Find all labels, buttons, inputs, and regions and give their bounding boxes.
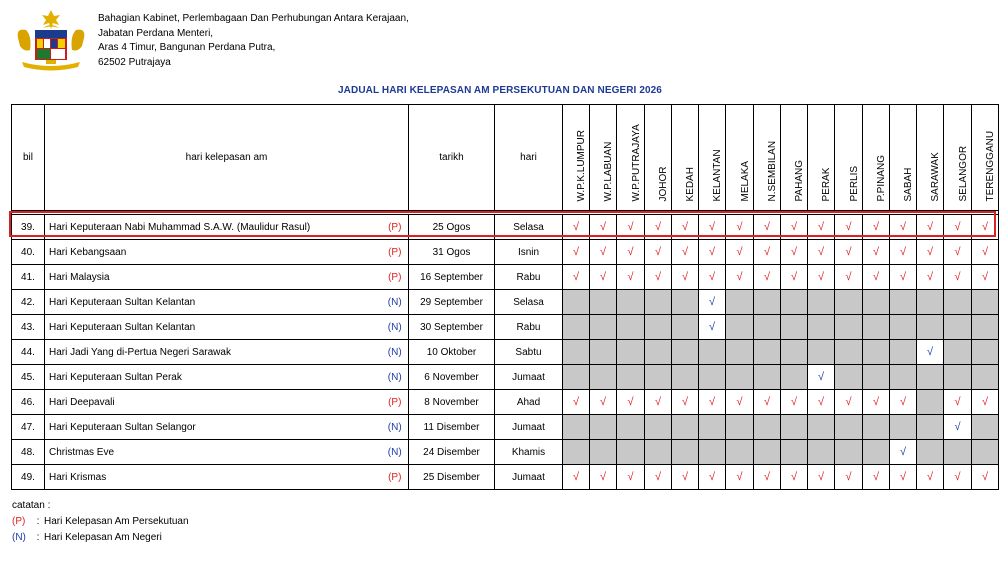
check-mark-cell: √	[808, 365, 835, 390]
not-applicable-cell	[972, 365, 999, 390]
letterhead-address	[98, 12, 409, 70]
check-mark-cell: √	[863, 465, 890, 490]
check-mark-cell: √	[917, 465, 944, 490]
check-mark-cell: √	[645, 390, 672, 415]
notes-heading: catatan :	[12, 500, 51, 511]
row-bil: 43.	[12, 315, 45, 340]
row-day: Jumaat	[495, 465, 563, 490]
header-state: W.P.K.LUMPUR	[563, 105, 590, 211]
not-applicable-cell	[917, 365, 944, 390]
not-applicable-cell	[699, 340, 726, 365]
header-state: PERAK	[808, 105, 835, 211]
not-applicable-cell	[617, 415, 645, 440]
check-mark-cell: √	[917, 265, 944, 290]
check-mark-cell: √	[726, 390, 754, 415]
not-applicable-cell	[590, 340, 617, 365]
row-day: Selasa	[495, 215, 563, 240]
row-day: Jumaat	[495, 415, 563, 440]
not-applicable-cell	[781, 415, 808, 440]
table-row	[12, 315, 999, 340]
check-mark-cell: √	[563, 465, 590, 490]
check-mark-cell: √	[563, 240, 590, 265]
check-mark-cell: √	[617, 240, 645, 265]
check-mark-cell: √	[835, 215, 863, 240]
not-applicable-cell	[645, 440, 672, 465]
not-applicable-cell	[863, 290, 890, 315]
not-applicable-cell	[645, 340, 672, 365]
check-mark-cell: √	[726, 240, 754, 265]
not-applicable-cell	[944, 290, 972, 315]
not-applicable-cell	[972, 340, 999, 365]
row-day: Khamis	[495, 440, 563, 465]
check-mark-cell: √	[699, 390, 726, 415]
check-mark-cell: √	[890, 440, 917, 465]
check-mark-cell: √	[808, 240, 835, 265]
not-applicable-cell	[754, 290, 781, 315]
table-row	[12, 365, 999, 390]
row-date: 29 September	[409, 290, 495, 315]
check-mark-cell: √	[863, 240, 890, 265]
not-applicable-cell	[754, 315, 781, 340]
not-applicable-cell	[563, 415, 590, 440]
check-mark-cell: √	[781, 215, 808, 240]
row-date: 30 September	[409, 315, 495, 340]
row-holiday-name: Hari Krismas	[45, 465, 382, 490]
not-applicable-cell	[972, 415, 999, 440]
not-applicable-cell	[944, 340, 972, 365]
row-date: 8 November	[409, 390, 495, 415]
check-mark-cell: √	[726, 465, 754, 490]
not-applicable-cell	[781, 290, 808, 315]
not-applicable-cell	[863, 340, 890, 365]
header-state: TERENGGANU	[972, 105, 999, 211]
note-key-federal: (P)	[12, 516, 26, 527]
not-applicable-cell	[781, 315, 808, 340]
not-applicable-cell	[754, 365, 781, 390]
row-date: 6 November	[409, 365, 495, 390]
row-holiday-type: (N)	[382, 415, 409, 440]
check-mark-cell: √	[944, 215, 972, 240]
not-applicable-cell	[972, 315, 999, 340]
not-applicable-cell	[672, 315, 699, 340]
row-day: Sabtu	[495, 340, 563, 365]
check-mark-cell: √	[563, 390, 590, 415]
check-mark-cell: √	[808, 390, 835, 415]
check-mark-cell: √	[781, 390, 808, 415]
not-applicable-cell	[944, 315, 972, 340]
check-mark-cell: √	[645, 265, 672, 290]
not-applicable-cell	[835, 415, 863, 440]
row-day: Rabu	[495, 265, 563, 290]
row-bil: 41.	[12, 265, 45, 290]
table-header-row	[12, 105, 999, 211]
not-applicable-cell	[754, 340, 781, 365]
row-holiday-name: Hari Deepavali	[45, 390, 382, 415]
check-mark-cell: √	[972, 215, 999, 240]
header-state: JOHOR	[645, 105, 672, 211]
row-bil: 45.	[12, 365, 45, 390]
check-mark-cell: √	[672, 390, 699, 415]
not-applicable-cell	[563, 290, 590, 315]
row-bil: 47.	[12, 415, 45, 440]
not-applicable-cell	[972, 440, 999, 465]
not-applicable-cell	[645, 315, 672, 340]
check-mark-cell: √	[645, 465, 672, 490]
row-holiday-type: (N)	[382, 365, 409, 390]
not-applicable-cell	[645, 290, 672, 315]
check-mark-cell: √	[563, 215, 590, 240]
check-mark-cell: √	[808, 465, 835, 490]
table-row	[12, 240, 999, 265]
check-mark-cell: √	[754, 465, 781, 490]
row-holiday-type: (P)	[382, 465, 409, 490]
row-day: Selasa	[495, 290, 563, 315]
not-applicable-cell	[863, 415, 890, 440]
not-applicable-cell	[590, 440, 617, 465]
check-mark-cell: √	[699, 465, 726, 490]
check-mark-cell: √	[672, 215, 699, 240]
row-holiday-type: (P)	[382, 390, 409, 415]
letterhead-line: Jabatan Perdana Menteri,	[98, 27, 214, 39]
check-mark-cell: √	[890, 465, 917, 490]
not-applicable-cell	[672, 290, 699, 315]
table-row	[12, 340, 999, 365]
check-mark-cell: √	[917, 240, 944, 265]
header-state: SARAWAK	[917, 105, 944, 211]
row-holiday-name: Hari Kebangsaan	[45, 240, 382, 265]
not-applicable-cell	[726, 365, 754, 390]
row-holiday-name: Hari Keputeraan Sultan Perak	[45, 365, 382, 390]
row-holiday-name: Hari Malaysia	[45, 265, 382, 290]
header-state: MELAKA	[726, 105, 754, 211]
check-mark-cell: √	[835, 390, 863, 415]
check-mark-cell: √	[590, 215, 617, 240]
not-applicable-cell	[699, 365, 726, 390]
check-mark-cell: √	[590, 390, 617, 415]
row-holiday-type: (P)	[382, 240, 409, 265]
not-applicable-cell	[863, 365, 890, 390]
table-row	[12, 290, 999, 315]
not-applicable-cell	[917, 315, 944, 340]
check-mark-cell: √	[863, 215, 890, 240]
letterhead-line: Bahagian Kabinet, Perlembagaan Dan Perhubungan Antara Kerajaan,	[98, 13, 409, 24]
not-applicable-cell	[590, 415, 617, 440]
header-state: SELANGOR	[944, 105, 972, 211]
header-state: KELANTAN	[699, 105, 726, 211]
row-holiday-name: Hari Keputeraan Sultan Kelantan	[45, 315, 382, 340]
row-date: 25 Disember	[409, 465, 495, 490]
not-applicable-cell	[726, 415, 754, 440]
check-mark-cell: √	[917, 215, 944, 240]
check-mark-cell: √	[563, 265, 590, 290]
header-holiday-name: hari kelepasan am	[45, 105, 409, 211]
not-applicable-cell	[808, 440, 835, 465]
not-applicable-cell	[699, 440, 726, 465]
not-applicable-cell	[699, 415, 726, 440]
not-applicable-cell	[781, 365, 808, 390]
row-bil: 49.	[12, 465, 45, 490]
table-row	[12, 465, 999, 490]
table-row	[12, 215, 999, 240]
row-holiday-type: (P)	[382, 265, 409, 290]
not-applicable-cell	[890, 290, 917, 315]
note-text: Hari Kelepasan Am Negeri	[44, 532, 162, 543]
not-applicable-cell	[563, 440, 590, 465]
row-date: 10 Oktober	[409, 340, 495, 365]
row-day: Ahad	[495, 390, 563, 415]
not-applicable-cell	[617, 440, 645, 465]
header-state: P.PINANG	[863, 105, 890, 211]
check-mark-cell: √	[808, 265, 835, 290]
row-holiday-type: (N)	[382, 340, 409, 365]
check-mark-cell: √	[808, 215, 835, 240]
check-mark-cell: √	[944, 390, 972, 415]
row-holiday-name: Hari Keputeraan Sultan Kelantan	[45, 290, 382, 315]
not-applicable-cell	[808, 290, 835, 315]
header-bil: bil	[12, 105, 45, 211]
check-mark-cell: √	[890, 215, 917, 240]
row-date: 24 Disember	[409, 440, 495, 465]
notes-section	[12, 498, 189, 546]
table-row	[12, 415, 999, 440]
row-holiday-type: (N)	[382, 315, 409, 340]
header-state: W.P.PUTRAJAYA	[617, 105, 645, 211]
check-mark-cell: √	[781, 240, 808, 265]
note-colon: :	[36, 516, 40, 527]
row-holiday-type: (N)	[382, 440, 409, 465]
row-day: Rabu	[495, 315, 563, 340]
not-applicable-cell	[863, 440, 890, 465]
check-mark-cell: √	[944, 465, 972, 490]
not-applicable-cell	[726, 440, 754, 465]
not-applicable-cell	[808, 340, 835, 365]
check-mark-cell: √	[699, 290, 726, 315]
not-applicable-cell	[835, 315, 863, 340]
note-text: Hari Kelepasan Am Persekutuan	[44, 516, 189, 527]
holiday-table-body	[12, 215, 999, 490]
check-mark-cell: √	[617, 465, 645, 490]
not-applicable-cell	[590, 315, 617, 340]
not-applicable-cell	[617, 315, 645, 340]
check-mark-cell: √	[944, 265, 972, 290]
not-applicable-cell	[563, 340, 590, 365]
not-applicable-cell	[726, 290, 754, 315]
check-mark-cell: √	[617, 390, 645, 415]
not-applicable-cell	[808, 315, 835, 340]
check-mark-cell: √	[781, 465, 808, 490]
header-state: PERLIS	[835, 105, 863, 211]
not-applicable-cell	[726, 340, 754, 365]
check-mark-cell: √	[972, 390, 999, 415]
not-applicable-cell	[563, 365, 590, 390]
check-mark-cell: √	[699, 265, 726, 290]
check-mark-cell: √	[590, 465, 617, 490]
check-mark-cell: √	[972, 240, 999, 265]
row-date: 11 Disember	[409, 415, 495, 440]
not-applicable-cell	[890, 340, 917, 365]
not-applicable-cell	[972, 290, 999, 315]
check-mark-cell: √	[944, 415, 972, 440]
row-holiday-type: (P)	[382, 215, 409, 240]
not-applicable-cell	[590, 365, 617, 390]
not-applicable-cell	[781, 340, 808, 365]
not-applicable-cell	[563, 315, 590, 340]
row-bil: 39.	[12, 215, 45, 240]
check-mark-cell: √	[863, 265, 890, 290]
not-applicable-cell	[835, 290, 863, 315]
check-mark-cell: √	[645, 240, 672, 265]
check-mark-cell: √	[754, 390, 781, 415]
check-mark-cell: √	[699, 315, 726, 340]
row-holiday-name: Hari Keputeraan Nabi Muhammad S.A.W. (Maulidur Rasul)	[45, 215, 382, 240]
not-applicable-cell	[672, 340, 699, 365]
check-mark-cell: √	[835, 265, 863, 290]
not-applicable-cell	[590, 290, 617, 315]
check-mark-cell: √	[699, 240, 726, 265]
check-mark-cell: √	[672, 265, 699, 290]
not-applicable-cell	[917, 415, 944, 440]
row-holiday-name: Hari Keputeraan Sultan Selangor	[45, 415, 382, 440]
check-mark-cell: √	[754, 215, 781, 240]
note-key-state: (N)	[12, 532, 26, 543]
table-row	[12, 390, 999, 415]
check-mark-cell: √	[863, 390, 890, 415]
row-date: 25 Ogos	[409, 215, 495, 240]
holiday-table	[11, 104, 999, 490]
note-item	[12, 530, 189, 546]
not-applicable-cell	[890, 415, 917, 440]
not-applicable-cell	[645, 365, 672, 390]
check-mark-cell: √	[917, 340, 944, 365]
check-mark-cell: √	[726, 265, 754, 290]
check-mark-cell: √	[590, 265, 617, 290]
check-mark-cell: √	[835, 240, 863, 265]
check-mark-cell: √	[672, 240, 699, 265]
check-mark-cell: √	[972, 465, 999, 490]
table-row	[12, 440, 999, 465]
letterhead-line: 62502 Putrajaya	[98, 56, 171, 68]
row-bil: 42.	[12, 290, 45, 315]
not-applicable-cell	[944, 440, 972, 465]
row-bil: 40.	[12, 240, 45, 265]
check-mark-cell: √	[617, 265, 645, 290]
not-applicable-cell	[835, 440, 863, 465]
not-applicable-cell	[917, 440, 944, 465]
not-applicable-cell	[617, 365, 645, 390]
check-mark-cell: √	[699, 215, 726, 240]
not-applicable-cell	[835, 340, 863, 365]
check-mark-cell: √	[835, 465, 863, 490]
row-date: 16 September	[409, 265, 495, 290]
row-holiday-type: (N)	[382, 290, 409, 315]
header-date: tarikh	[409, 105, 495, 211]
header-state: N.SEMBILAN	[754, 105, 781, 211]
not-applicable-cell	[672, 415, 699, 440]
check-mark-cell: √	[645, 215, 672, 240]
not-applicable-cell	[754, 440, 781, 465]
row-bil: 48.	[12, 440, 45, 465]
not-applicable-cell	[835, 365, 863, 390]
not-applicable-cell	[917, 290, 944, 315]
header-state: KEDAH	[672, 105, 699, 211]
table-row	[12, 265, 999, 290]
check-mark-cell: √	[672, 465, 699, 490]
row-bil: 46.	[12, 390, 45, 415]
check-mark-cell: √	[590, 240, 617, 265]
note-colon: :	[36, 532, 40, 543]
coat-of-arms-icon	[10, 8, 92, 74]
note-item	[12, 514, 189, 530]
check-mark-cell: √	[754, 265, 781, 290]
not-applicable-cell	[672, 365, 699, 390]
not-applicable-cell	[808, 415, 835, 440]
not-applicable-cell	[890, 315, 917, 340]
check-mark-cell: √	[726, 215, 754, 240]
not-applicable-cell	[863, 315, 890, 340]
row-holiday-name: Christmas Eve	[45, 440, 382, 465]
check-mark-cell: √	[890, 240, 917, 265]
not-applicable-cell	[754, 415, 781, 440]
row-day: Jumaat	[495, 365, 563, 390]
header-day: hari	[495, 105, 563, 211]
not-applicable-cell	[781, 440, 808, 465]
not-applicable-cell	[617, 340, 645, 365]
header-state: SABAH	[890, 105, 917, 211]
row-bil: 44.	[12, 340, 45, 365]
not-applicable-cell	[890, 365, 917, 390]
check-mark-cell: √	[754, 240, 781, 265]
row-day: Isnin	[495, 240, 563, 265]
not-applicable-cell	[645, 415, 672, 440]
check-mark-cell: √	[890, 265, 917, 290]
not-applicable-cell	[617, 290, 645, 315]
document-title: JADUAL HARI KELEPASAN AM PERSEKUTUAN DAN NEGERI 2026	[338, 85, 662, 96]
not-applicable-cell	[944, 365, 972, 390]
check-mark-cell: √	[890, 390, 917, 415]
not-applicable-cell	[672, 440, 699, 465]
not-applicable-cell	[917, 390, 944, 415]
check-mark-cell: √	[781, 265, 808, 290]
check-mark-cell: √	[972, 265, 999, 290]
header-state: W.P.LABUAN	[590, 105, 617, 211]
check-mark-cell: √	[617, 215, 645, 240]
row-date: 31 Ogos	[409, 240, 495, 265]
check-mark-cell: √	[944, 240, 972, 265]
header-state: PAHANG	[781, 105, 808, 211]
letterhead-line: Aras 4 Timur, Bangunan Perdana Putra,	[98, 42, 276, 54]
not-applicable-cell	[726, 315, 754, 340]
row-holiday-name: Hari Jadi Yang di-Pertua Negeri Sarawak	[45, 340, 382, 365]
